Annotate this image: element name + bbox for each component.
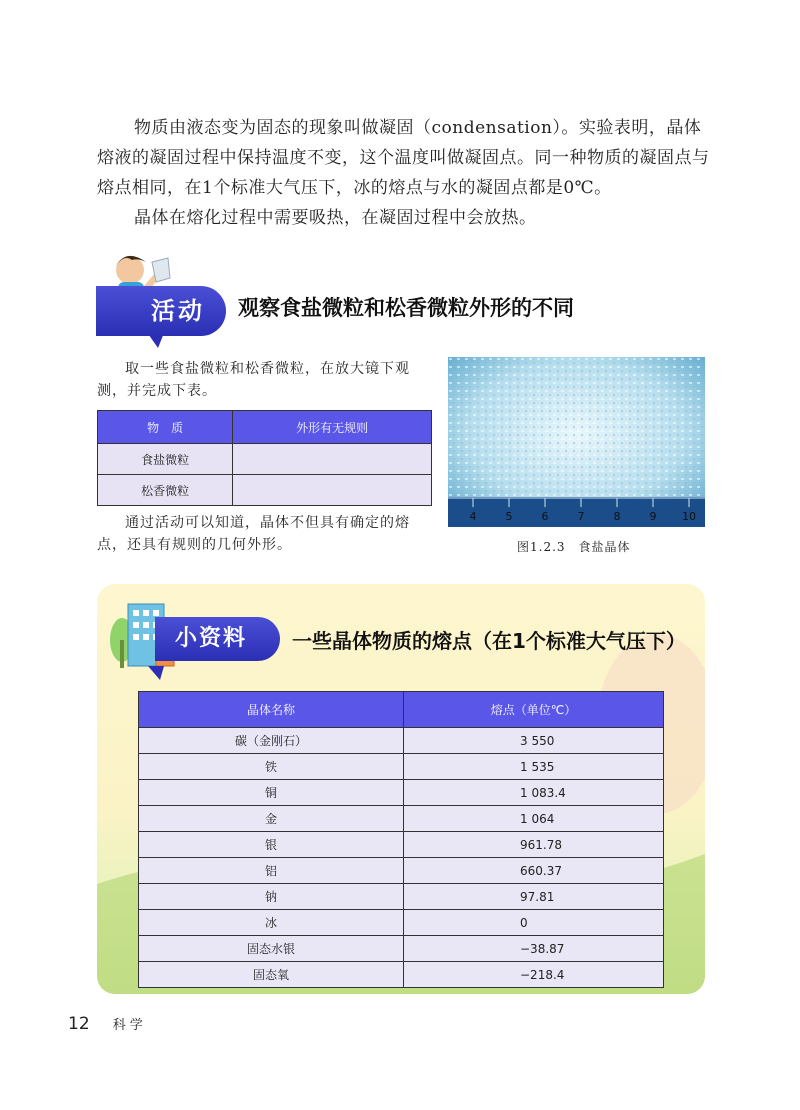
melting-point: 1 535 <box>404 754 664 780</box>
cell-shape-input[interactable] <box>233 475 432 506</box>
header-crystal-name: 晶体名称 <box>139 692 404 728</box>
melting-point: −218.4 <box>404 962 664 988</box>
cell-substance: 松香微粒 <box>98 475 233 506</box>
page-footer <box>68 1014 147 1034</box>
table-row <box>139 910 664 936</box>
activity-conclusion-block <box>97 512 437 556</box>
table-row <box>139 806 664 832</box>
ruler-mark: 4 <box>469 510 477 523</box>
crystal-name: 银 <box>139 832 404 858</box>
crystal-name: 固态氧 <box>139 962 404 988</box>
crystal-name: 固态水银 <box>139 936 404 962</box>
ruler-mark: 8 <box>613 510 621 523</box>
crystal-name: 冰 <box>139 910 404 936</box>
cell-substance: 食盐微粒 <box>98 444 233 475</box>
melting-point: 0 <box>404 910 664 936</box>
crystal-name: 铝 <box>139 858 404 884</box>
ruler-mark: 7 <box>577 510 585 523</box>
crystal-name: 铜 <box>139 780 404 806</box>
table-row <box>139 832 664 858</box>
header-melting-point: 熔点（单位℃） <box>404 692 664 728</box>
melting-point: 1 064 <box>404 806 664 832</box>
melting-point: 3 550 <box>404 728 664 754</box>
crystal-name: 金 <box>139 806 404 832</box>
page-number: 12 <box>68 1014 90 1034</box>
table-row <box>139 728 664 754</box>
table-row <box>139 884 664 910</box>
melting-point: 1 083.4 <box>404 780 664 806</box>
ruler-mark: 10 <box>682 510 696 523</box>
info-title: 一些晶体物质的熔点（在1个标准大气压下） <box>292 629 686 653</box>
melting-point: 961.78 <box>404 832 664 858</box>
melting-point: −38.87 <box>404 936 664 962</box>
activity-label: 活动 <box>151 297 205 325</box>
table-row <box>139 962 664 988</box>
observation-table <box>97 410 432 506</box>
crystal-name: 铁 <box>139 754 404 780</box>
activity-banner <box>96 248 736 358</box>
table-row <box>139 936 664 962</box>
ruler-mark: 5 <box>505 510 513 523</box>
table-row <box>139 858 664 884</box>
cell-shape-input[interactable] <box>233 444 432 475</box>
melting-point: 97.81 <box>404 884 664 910</box>
activity-instruction-block <box>97 358 437 402</box>
subject-name: 科学 <box>112 1018 147 1033</box>
table-row <box>98 444 432 475</box>
crystal-name: 钠 <box>139 884 404 910</box>
activity-conclusion: 通过活动可以知道，晶体不但具有确定的熔点，还具有规则的几何外形。 <box>97 515 410 553</box>
header-substance: 物 质 <box>98 411 233 444</box>
table-row <box>139 754 664 780</box>
salt-crystal-photo <box>448 357 705 527</box>
intro-paragraph-1: 物质由液态变为固态的现象叫做凝固（condensation）。实验表明，晶体熔液的凝固过程中保持温度不变，这个温度叫做凝固点。同一种物质的凝固点与熔点相同，在1个标准大气压下，冰的熔点与水的凝固点都是0℃。 <box>97 118 710 198</box>
intro-text <box>97 113 717 233</box>
table-header-row <box>98 411 432 444</box>
melting-point-table <box>138 691 664 988</box>
table-header-row <box>139 692 664 728</box>
info-label: 小资料 <box>175 626 248 651</box>
activity-instruction: 取一些食盐微粒和松香微粒，在放大镜下观测，并完成下表。 <box>97 361 410 399</box>
salt-crystal-image <box>448 357 705 527</box>
table-row <box>98 475 432 506</box>
intro-paragraph-2: 晶体在熔化过程中需要吸热，在凝固过程中会放热。 <box>134 208 537 228</box>
header-shape: 外形有无规则 <box>233 411 432 444</box>
crystal-name: 碳（金刚石） <box>139 728 404 754</box>
figure-caption: 图1.2.3 食盐晶体 <box>517 540 631 554</box>
table-row <box>139 780 664 806</box>
ruler-mark: 6 <box>541 510 549 523</box>
ruler-mark: 9 <box>649 510 657 523</box>
melting-point: 660.37 <box>404 858 664 884</box>
activity-title: 观察食盐微粒和松香微粒外形的不同 <box>238 296 574 320</box>
